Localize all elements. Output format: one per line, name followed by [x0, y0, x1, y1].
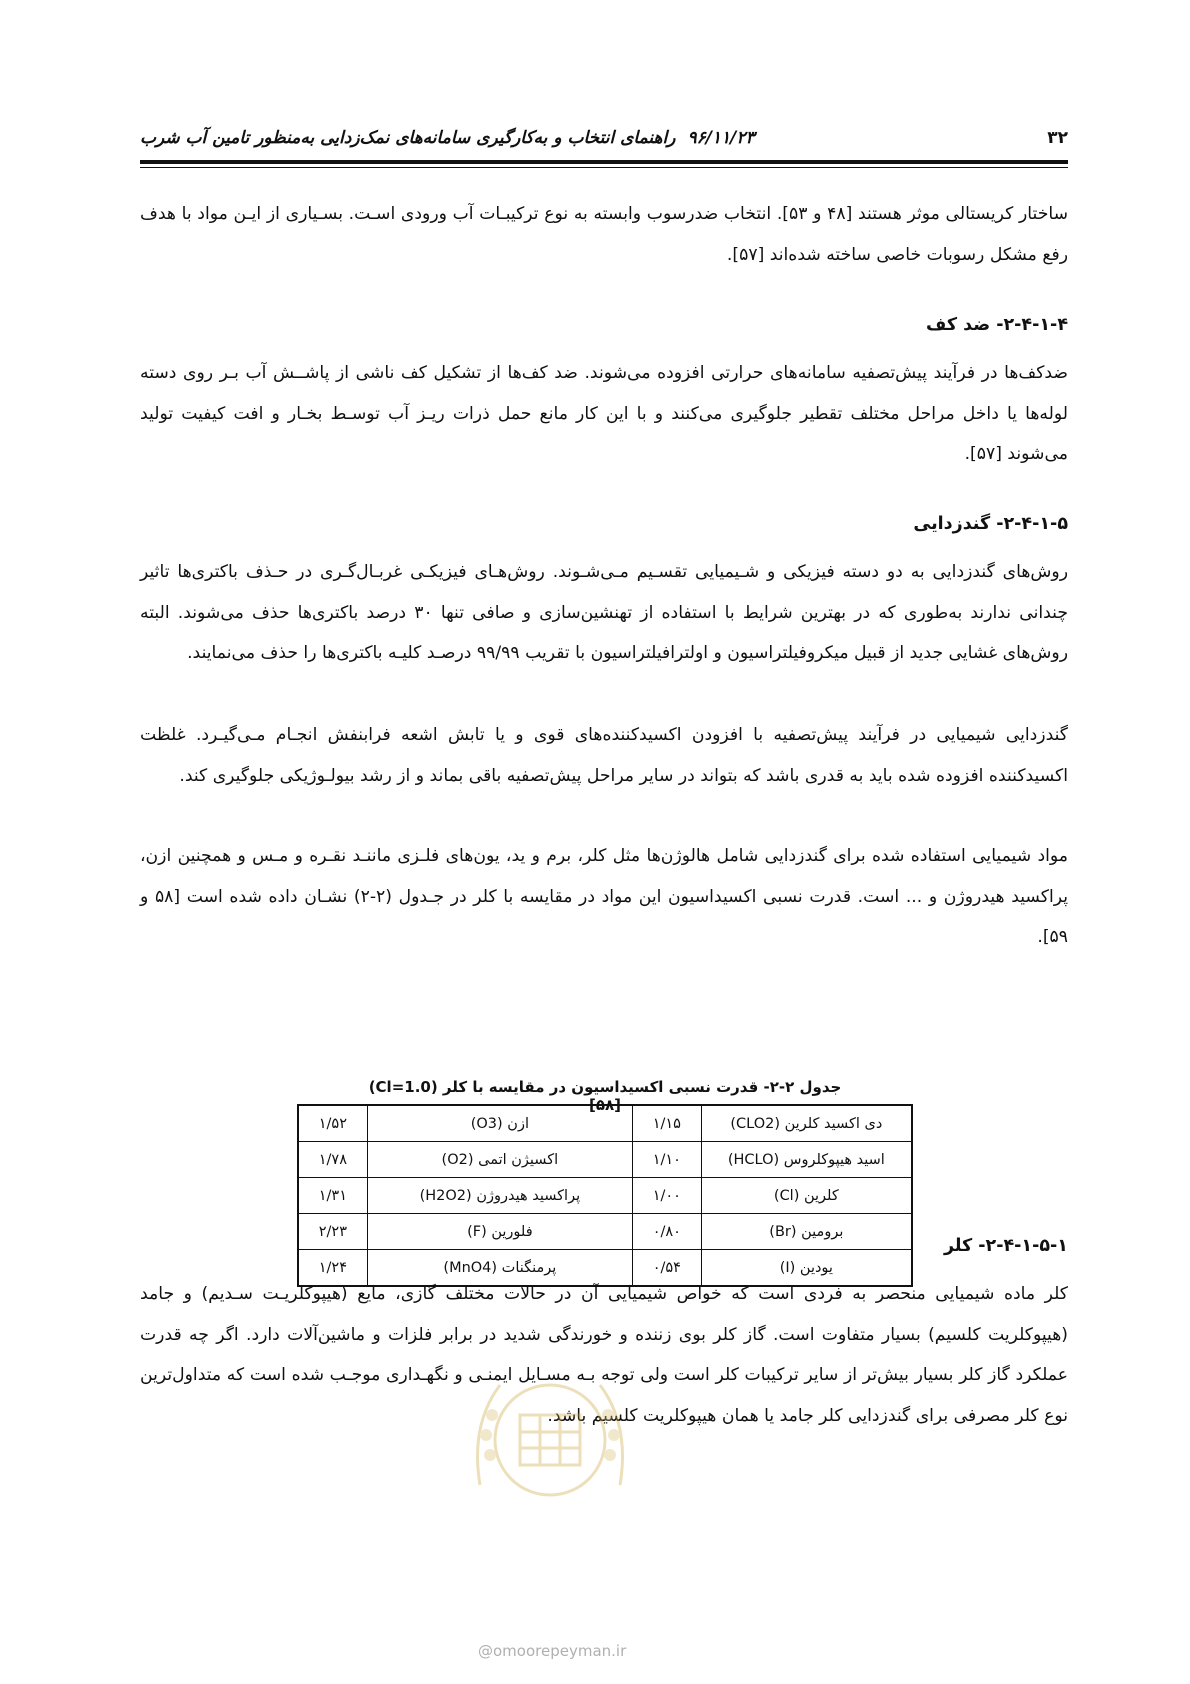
watermark-seal-logo — [460, 1335, 640, 1525]
oxidant-name: فلورین (F) — [367, 1214, 632, 1250]
paragraph-physical-disinfection: روش‌های گندزدایی به دو دسته فیزیکی و شـیمیایی تقسـیم مـی‌شـوند. روش‌هـای فیزیکـی غربـال‌گـری در حـذف باکتری‌ها تاثیر چندانی ندارند به‌طوری که در بهترین شرایط با استفاده از تهنشین‌سازی و صافی تنها ۳۰ درصد باکتری‌ها حذف می‌شوند. البته روش‌های غشایی جدید از قبیل میکروفیلتراسیون و اولترافیلتراسیون با تقریب ۹۹/۹۹ درصـد کلیـه باکتری‌ها را حذف می‌نمایند. — [140, 562, 1068, 663]
page-number: ۳۲ — [1047, 128, 1068, 148]
oxidant-value: ۲/۲۳ — [298, 1214, 367, 1250]
header-title: راهنمای انتخاب و به‌کارگیری سامانه‌های نمک‌زدایی به‌منظور تامین آب شرب — [140, 128, 676, 148]
oxidant-name: برومین (Br) — [701, 1214, 912, 1250]
oxidant-name: ازن (O3) — [367, 1105, 632, 1142]
table-row — [298, 1178, 912, 1214]
section-heading-antifoam: ۲-۴-۱-۴- ضد کف — [925, 315, 1068, 335]
paragraph-antiscalant: ساختار کریستالی موثر هستند [۴۸ و ۵۳]. انتخاب ضدرسوب وابسته به نوع ترکیبـات آب ورودی اسـت. بسـیاری از ایـن مواد با هدف رفع مشکل رسوبات خاصی ساخته شده‌اند [۵۷]. — [140, 204, 1068, 265]
oxidation-strength-table — [297, 1104, 913, 1287]
oxidant-value: ۱/۰۰ — [632, 1178, 701, 1214]
oxidant-value: ۰/۵۴ — [632, 1250, 701, 1287]
section-heading-chlorine: ۲-۴-۱-۵-۱- کلر — [943, 1236, 1068, 1256]
oxidant-name: یودین (I) — [701, 1250, 912, 1287]
header-rule-thick — [140, 160, 1068, 164]
oxidant-name: اکسیژن اتمی (O2) — [367, 1142, 632, 1178]
table-row — [298, 1214, 912, 1250]
oxidant-value: ۱/۱۰ — [632, 1142, 701, 1178]
oxidant-value: ۱/۳۱ — [298, 1178, 367, 1214]
header-date: ۹۶/۱۱/۲۳ — [687, 128, 755, 148]
watermark-website: @omoorepeyman.ir — [478, 1642, 627, 1660]
oxidant-name: دی اکسید کلرین (CLO2) — [701, 1105, 912, 1142]
table-row — [298, 1142, 912, 1178]
paragraph-antifoam: ضدکف‌ها در فرآیند پیش‌تصفیه سامانه‌های حرارتی افزوده می‌شوند. ضد کف‌ها از تشکیل کف ناشی از پاشــش آب بـر روی دسته لوله‌ها یا داخل مراحل مختلف تقطیر جلوگیری می‌کنند و با این کار مانع حمل ذرات ریـز آب توسـط بخـار و افت کیفیت تولید می‌شوند [۵۷]. — [140, 363, 1068, 464]
oxidant-value: ۱/۷۸ — [298, 1142, 367, 1178]
header-rule-thin — [140, 167, 1068, 168]
paragraph-chemical-disinfection: گندزدایی شیمیایی در فرآیند پیش‌تصفیه با افزودن اکسیدکننده‌های قوی و یا تابش اشعه فرابنفش انجـام مـی‌گیـرد. غلظت اکسیدکننده افزوده شده باید به قدری باشد که بتواند در سایر مراحل پیش‌تصفیه باقی بماند و از رشد بیولـوژیکی جلوگیری کند. — [140, 725, 1068, 786]
oxidant-name: پراکسید هیدروژن (H2O2) — [367, 1178, 632, 1214]
oxidant-name: اسید هیپوکلروس (HCLO) — [701, 1142, 912, 1178]
page-header — [140, 128, 1068, 154]
oxidant-value: ۱/۵۲ — [298, 1105, 367, 1142]
section-heading-disinfection: ۲-۴-۱-۵- گندزدایی — [913, 514, 1068, 534]
table-row — [298, 1105, 912, 1142]
oxidant-value: ۱/۱۵ — [632, 1105, 701, 1142]
oxidant-name: پرمنگنات (MnO4) — [367, 1250, 632, 1287]
oxidant-value: ۱/۲۴ — [298, 1250, 367, 1287]
paragraph-disinfection-materials: مواد شیمیایی استفاده شده برای گندزدایی شامل هالوژن‌ها مثل کلر، برم و ید، یون‌های فلـزی ماننـد نقـره و مـس و همچنین ازن، پراکسید هیدروژن و ... است. قدرت نسبی اکسیداسیون این مواد در مقایسه با کلر در جـدول (۲-۲) نشـان داده شده است [۵۸ و ۵۹]. — [140, 846, 1068, 947]
oxidant-value: ۰/۸۰ — [632, 1214, 701, 1250]
paragraph-chlorine: کلر ماده شیمیایی منحصر به فردی است که خواص شیمیایی آن در حالات مختلف گازی، مایع (هیپوکلریـت سـدیم) و جامد (هیپوکلریت کلسیم) بسیار متفاوت است. گاز کلر بوی زننده و خورندگی شدید در برابر فلزات و ماشین‌آلات دارد. اگر چه قدرت عملکرد گاز کلر بسیار بیش‌تر از سایر ترکیبات کلر است ولی توجه بـه مسـایل ایمنـی و نگهـداری موجـب شده است که متداول‌ترین نوع کلر مصرفی برای گندزدایی کلر جامد یا همان هیپوکلریت کلسیم باشد. — [140, 1284, 1068, 1426]
oxidant-name: کلرین (Cl) — [701, 1178, 912, 1214]
table-caption: جدول ۲-۲- قدرت نسبی اکسیداسیون در مقایسه با کلر (Cl=1.0) [۵۸] — [368, 1078, 842, 1114]
running-title — [140, 128, 755, 148]
